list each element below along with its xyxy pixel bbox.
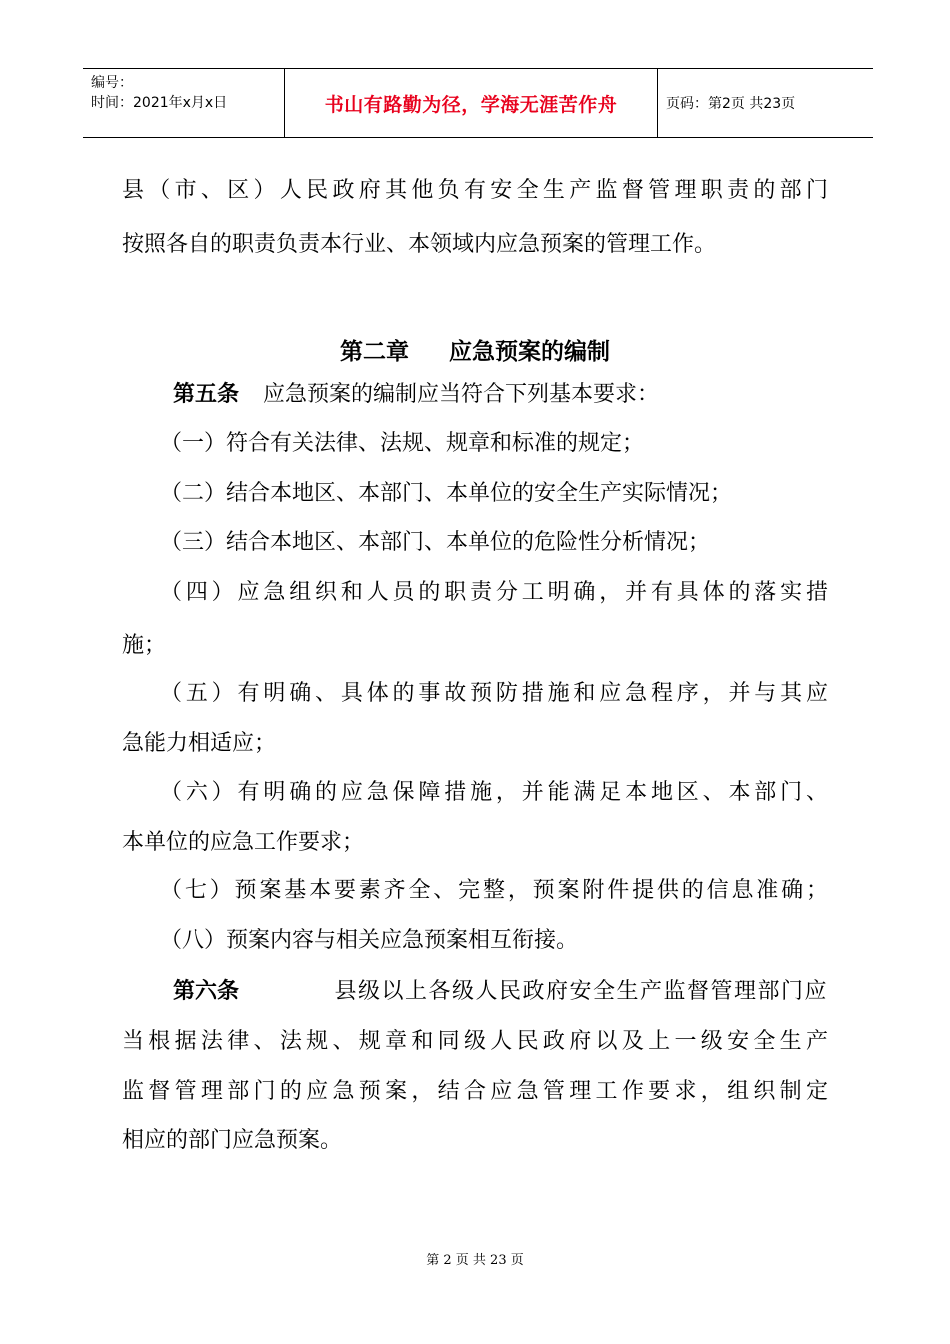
article-5-line	[173, 384, 659, 406]
header-motto: 书山有路勤为径，学海无涯苦作舟	[324, 93, 618, 116]
header-page-info: 页码：第2页 共23页	[666, 96, 796, 112]
list-item-7: （七）预案基本要素齐全、完整，预案附件提供的信息准确；	[160, 878, 828, 903]
list-item-4: （四）应急组织和人员的职责分工明确，并有具体的落实措	[160, 580, 828, 605]
header-motto-cell	[284, 69, 658, 137]
chapter-title: 应急预案的编制	[449, 339, 610, 365]
paragraph-line: 县（市、区）人民政府其他负有安全生产监督管理职责的部门	[122, 178, 828, 203]
list-item-4-cont: 施；	[122, 633, 167, 658]
list-item-8: （八）预案内容与相关应急预案相互衔接。	[160, 928, 579, 953]
header-page-cell	[658, 69, 873, 137]
chapter-number: 第二章	[340, 339, 409, 365]
list-item-2: （二）结合本地区、本部门、本单位的安全生产实际情况；	[160, 481, 733, 506]
page-footer: 第 2 页 共 23 页	[426, 1253, 524, 1268]
document-number-label: 编号：	[91, 75, 133, 91]
page-header	[83, 68, 873, 138]
paragraph-line: 监督管理部门的应急预案，结合应急管理工作要求，组织制定	[122, 1079, 828, 1104]
paragraph-line: 相应的部门应急预案。	[122, 1128, 343, 1153]
list-item-6-cont: 本单位的应急工作要求；	[122, 830, 365, 855]
article-5-text: 应急预案的编制应当符合下列基本要求：	[263, 382, 660, 407]
list-item-3: （三）结合本地区、本部门、本单位的危险性分析情况；	[160, 530, 711, 555]
article-6-line	[173, 981, 828, 1003]
list-item-5-cont: 急能力相适应；	[122, 731, 277, 756]
list-item-1: （一）符合有关法律、法规、规章和标准的规定；	[160, 431, 645, 456]
header-meta-cell	[83, 69, 284, 137]
article-6-text: 县级以上各级人民政府安全生产监督管理部门应	[334, 979, 828, 1004]
paragraph-line: 当根据法律、法规、规章和同级人民政府以及上一级安全生产	[122, 1029, 828, 1054]
article-5-label: 第五条	[173, 382, 240, 407]
chapter-heading	[0, 333, 950, 366]
document-time-label: 时间：2021年x月x日	[91, 95, 228, 111]
paragraph-line: 按照各自的职责负责本行业、本领域内应急预案的管理工作。	[122, 232, 717, 257]
article-6-label: 第六条	[173, 979, 240, 1004]
list-item-5: （五）有明确、具体的事故预防措施和应急程序，并与其应	[160, 681, 828, 706]
list-item-6: （六）有明确的应急保障措施，并能满足本地区、本部门、	[160, 780, 828, 805]
